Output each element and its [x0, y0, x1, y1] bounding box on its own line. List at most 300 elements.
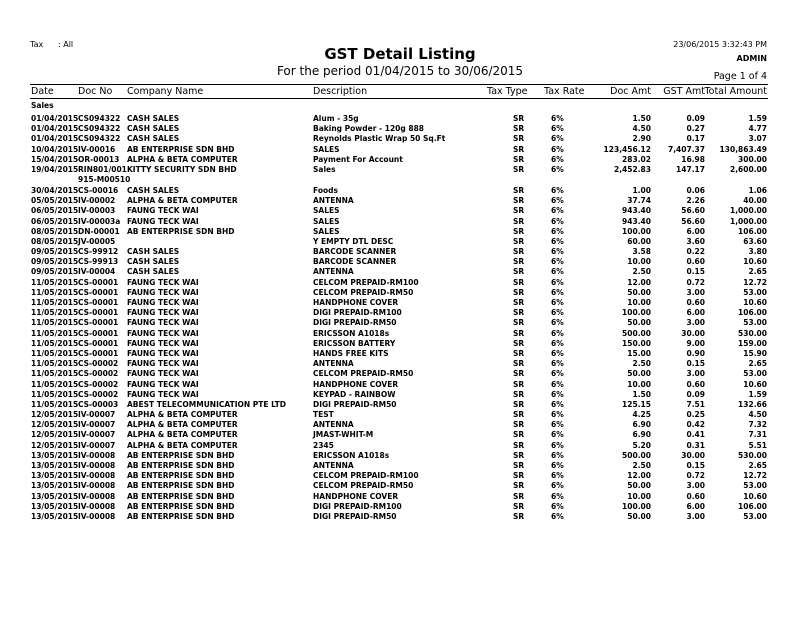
cell-total: 53.00 [743, 511, 767, 521]
cell-doc-amt: 125.15 [622, 399, 651, 409]
cell-total: 5.51 [748, 440, 767, 450]
cell-description: ANTENNA [313, 461, 354, 470]
cell-company: ABEST TELECOMMUNICATION PTE LTD [127, 399, 287, 409]
cell-doc-amt: 15.00 [627, 348, 651, 358]
cell-description: HANDPHONE COVER [313, 298, 399, 307]
cell-total: 130,863.49 [719, 144, 767, 154]
cell-gst-amt: 0.25 [686, 410, 705, 420]
table-row [0, 165, 800, 186]
cell-date: 12/05/2015 [31, 410, 79, 420]
cell-doc-no: IV-00008 [78, 471, 116, 481]
cell-company: FAUNG TECK WAI [127, 318, 199, 328]
cell-doc-amt: 283.02 [622, 154, 651, 164]
cell-gst-amt: 3.00 [686, 369, 705, 379]
cell-company: FAUNG TECK WAI [127, 348, 199, 358]
cell-description: ANTENNA [313, 267, 354, 277]
table-row [0, 410, 800, 420]
table-row [0, 471, 800, 481]
cell-date: 19/04/2015 [31, 164, 79, 174]
cell-doc-no: JV-00005 [78, 236, 116, 246]
cell-company: FAUNG TECK WAI [127, 379, 199, 389]
cell-date: 11/05/2015 [31, 338, 79, 348]
cell-tax-rate: 6% [551, 124, 564, 134]
cell-tax-type: SR [513, 154, 525, 164]
cell-description: HANDPHONE COVER [313, 491, 399, 501]
cell-total: 300.00 [738, 154, 767, 164]
cell-company: FAUNG TECK WAI [127, 308, 199, 318]
cell-tax-type: SR [513, 338, 525, 348]
cell-tax-type: SR [513, 348, 525, 358]
cell-gst-amt: 0.60 [686, 298, 705, 307]
table-row [0, 217, 800, 227]
cell-doc-amt: 50.00 [627, 287, 651, 297]
cell-tax-rate: 6% [551, 511, 564, 521]
cell-date: 13/05/2015 [31, 450, 79, 460]
cell-gst-amt: 0.60 [686, 257, 705, 267]
cell-tax-type: SR [513, 410, 525, 420]
table-row [0, 124, 800, 134]
cell-total: 2.65 [748, 359, 767, 369]
cell-doc-amt: 50.00 [627, 369, 651, 379]
cell-doc-no: CS-00001 [78, 318, 119, 328]
cell-description: KEYPAD - RAINBOW [313, 389, 396, 399]
cell-total: 1.59 [748, 389, 767, 399]
col-header-date: Date [31, 86, 54, 97]
cell-doc-no: CS094322 [78, 134, 121, 144]
cell-description: ERICSSON BATTERY [313, 338, 396, 348]
cell-gst-amt: 0.15 [686, 359, 705, 369]
cell-description: JMAST-WHIT-M [313, 430, 374, 440]
cell-doc-amt: 500.00 [622, 450, 651, 460]
cell-tax-rate: 6% [551, 501, 564, 511]
cell-tax-rate: 6% [551, 114, 564, 123]
cell-tax-rate: 6% [551, 410, 564, 420]
cell-description: SALES [313, 226, 340, 236]
cell-tax-rate: 6% [551, 369, 564, 379]
cell-tax-rate: 6% [551, 471, 564, 481]
cell-gst-amt: 3.60 [686, 236, 705, 246]
cell-gst-amt: 3.00 [686, 481, 705, 491]
cell-company: CASH SALES [127, 247, 180, 257]
cell-date: 11/05/2015 [31, 287, 79, 297]
cell-company: CASH SALES [127, 257, 180, 267]
cell-company: AB ENTERPRISE SDN BHD [127, 471, 235, 481]
cell-company: FAUNG TECK WAI [127, 359, 199, 369]
cell-date: 08/05/2015 [31, 226, 79, 236]
cell-tax-type: SR [513, 471, 525, 481]
cell-description: ERICSSON A1018s [313, 450, 390, 460]
cell-total: 2.65 [748, 267, 767, 277]
page-number: Page 1 of 4 [713, 71, 767, 82]
cell-doc-no: IV-00008 [78, 491, 116, 501]
cell-doc-no: CS-00001 [78, 338, 119, 348]
cell-tax-rate: 6% [551, 359, 564, 369]
report-title: GST Detail Listing [324, 45, 476, 63]
cell-company: ALPHA & BETA COMPUTER [127, 430, 238, 440]
col-header-doc-amt: Doc Amt [610, 86, 651, 97]
cell-doc-amt: 10.00 [627, 491, 651, 501]
cell-tax-rate: 6% [551, 247, 564, 257]
cell-doc-amt: 4.50 [632, 124, 651, 134]
cell-company: FAUNG TECK WAI [127, 287, 199, 297]
cell-doc-no: CS094322 [78, 124, 121, 134]
cell-total: 15.90 [743, 348, 767, 358]
cell-description: 2345 [313, 440, 334, 450]
cell-description: CELCOM PREPAID-RM100 [313, 471, 419, 481]
cell-tax-type: SR [513, 185, 525, 195]
cell-description: CELCOM PREPAID-RM50 [313, 369, 414, 379]
cell-tax-rate: 6% [551, 257, 564, 267]
cell-gst-amt: 0.42 [686, 420, 705, 430]
cell-gst-amt: 0.31 [686, 440, 705, 450]
cell-tax-type: SR [513, 257, 525, 267]
cell-total: 53.00 [743, 481, 767, 491]
cell-tax-type: SR [513, 134, 525, 144]
cell-description: CELCOM PREPAID-RM50 [313, 481, 414, 491]
cell-doc-amt: 60.00 [627, 236, 651, 246]
col-header-gst-amt: GST Amt [663, 86, 705, 97]
cell-gst-amt: 2.26 [686, 196, 705, 206]
cell-tax-rate: 6% [551, 348, 564, 358]
cell-company: CASH SALES [127, 267, 180, 277]
cell-tax-rate: 6% [551, 196, 564, 206]
cell-tax-rate: 6% [551, 236, 564, 246]
cell-date: 10/04/2015 [31, 144, 79, 154]
cell-doc-amt: 6.90 [632, 420, 651, 430]
cell-date: 11/05/2015 [31, 379, 79, 389]
cell-description: SALES [313, 144, 340, 154]
table-row [0, 247, 800, 257]
cell-doc-no: CS-00002 [78, 379, 119, 389]
table-row [0, 196, 800, 206]
cell-doc-amt: 100.00 [622, 226, 651, 236]
cell-date: 01/04/2015 [31, 114, 79, 123]
cell-tax-rate: 6% [551, 399, 564, 409]
printed-timestamp: 23/06/2015 3:32:43 PM [673, 40, 767, 49]
cell-doc-amt: 1.50 [632, 114, 651, 123]
cell-total: 1.59 [748, 114, 767, 123]
col-header-doc-no: Doc No [78, 86, 113, 97]
cell-total: 530.00 [738, 328, 767, 338]
table-row [0, 267, 800, 277]
cell-gst-amt: 7,407.37 [667, 144, 705, 154]
cell-doc-amt: 100.00 [622, 308, 651, 318]
table-row [0, 308, 800, 318]
cell-total: 530.00 [738, 450, 767, 460]
cell-total: 7.32 [748, 420, 767, 430]
cell-company: ALPHA & BETA COMPUTER [127, 154, 238, 164]
cell-company: ALPHA & BETA COMPUTER [127, 440, 238, 450]
cell-description: ERICSSON A1018s [313, 328, 390, 338]
cell-gst-amt: 0.27 [686, 124, 705, 134]
cell-company: AB ENTERPRISE SDN BHD [127, 144, 235, 154]
cell-tax-type: SR [513, 277, 525, 287]
cell-tax-rate: 6% [551, 216, 564, 226]
cell-tax-type: SR [513, 267, 525, 277]
cell-doc-no: OR-00013 [78, 154, 120, 164]
cell-tax-type: SR [513, 196, 525, 206]
cell-doc-no: IV-00008 [78, 511, 116, 521]
cell-total: 12.72 [743, 471, 767, 481]
cell-company: CASH SALES [127, 124, 180, 134]
cell-doc-no: IV-00003a [78, 216, 121, 226]
cell-gst-amt: 30.00 [681, 450, 705, 460]
cell-tax-type: SR [513, 389, 525, 399]
cell-company: FAUNG TECK WAI [127, 338, 199, 348]
cell-doc-amt: 2.50 [632, 461, 651, 470]
cell-tax-rate: 6% [551, 430, 564, 440]
cell-total: 3.07 [748, 134, 767, 144]
cell-tax-type: SR [513, 481, 525, 491]
cell-company: FAUNG TECK WAI [127, 369, 199, 379]
table-row [0, 155, 800, 165]
cell-description: Payment For Account [313, 154, 403, 164]
cell-date: 01/04/2015 [31, 134, 79, 144]
cell-total: 106.00 [738, 226, 767, 236]
cell-description: BARCODE SCANNER [313, 257, 397, 267]
cell-total: 53.00 [743, 318, 767, 328]
cell-tax-rate: 6% [551, 481, 564, 491]
cell-description: CELCOM PREPAID-RM50 [313, 287, 414, 297]
cell-date: 05/05/2015 [31, 196, 79, 206]
cell-doc-no: CS-00001 [78, 308, 119, 318]
cell-description: CELCOM PREPAID-RM100 [313, 277, 419, 287]
cell-total: 10.60 [743, 298, 767, 307]
cell-tax-rate: 6% [551, 134, 564, 144]
cell-total: 4.50 [748, 410, 767, 420]
cell-description: DIGI PREPAID-RM50 [313, 318, 397, 328]
cell-description: DIGI PREPAID-RM50 [313, 511, 397, 521]
cell-gst-amt: 0.06 [686, 185, 705, 195]
cell-tax-rate: 6% [551, 420, 564, 430]
cell-tax-type: SR [513, 144, 525, 154]
cell-gst-amt: 7.51 [686, 399, 705, 409]
cell-total: 4.77 [748, 124, 767, 134]
cell-gst-amt: 3.00 [686, 287, 705, 297]
cell-doc-amt: 10.00 [627, 298, 651, 307]
table-row [0, 145, 800, 155]
cell-total: 10.60 [743, 491, 767, 501]
cell-company: CASH SALES [127, 134, 180, 144]
cell-gst-amt: 147.17 [676, 164, 705, 174]
cell-tax-rate: 6% [551, 267, 564, 277]
cell-date: 11/05/2015 [31, 328, 79, 338]
cell-company: AB ENTERPRISE SDN BHD [127, 481, 235, 491]
cell-doc-amt: 123,456.12 [603, 144, 651, 154]
cell-total: 53.00 [743, 369, 767, 379]
cell-doc-no: CS-00001 [78, 348, 119, 358]
cell-doc-no: CS-00001 [78, 287, 119, 297]
cell-tax-type: SR [513, 440, 525, 450]
cell-doc-amt: 4.25 [632, 410, 651, 420]
cell-doc-no: CS-00001 [78, 277, 119, 287]
table-row [0, 237, 800, 247]
cell-date: 11/05/2015 [31, 369, 79, 379]
cell-tax-type: SR [513, 226, 525, 236]
cell-tax-rate: 6% [551, 277, 564, 287]
cell-gst-amt: 56.60 [681, 206, 705, 216]
cell-company: ALPHA & BETA COMPUTER [127, 196, 238, 206]
cell-gst-amt: 9.00 [686, 338, 705, 348]
cell-description: DIGI PREPAID-RM50 [313, 399, 397, 409]
cell-tax-type: SR [513, 114, 525, 123]
cell-description: DIGI PREPAID-RM100 [313, 501, 402, 511]
cell-doc-no: DN-00001 [78, 226, 120, 236]
col-header-company: Company Name [127, 86, 204, 97]
cell-gst-amt: 0.60 [686, 379, 705, 389]
cell-tax-type: SR [513, 247, 525, 257]
cell-doc-amt: 12.00 [627, 471, 651, 481]
cell-total: 40.00 [743, 196, 767, 206]
cell-tax-rate: 6% [551, 461, 564, 470]
cell-doc-amt: 2.50 [632, 267, 651, 277]
cell-doc-amt: 1.00 [632, 185, 651, 195]
cell-tax-type: SR [513, 491, 525, 501]
cell-total: 10.60 [743, 379, 767, 389]
cell-description: SALES [313, 206, 340, 216]
cell-tax-rate: 6% [551, 287, 564, 297]
cell-company: AB ENTERPRISE SDN BHD [127, 511, 235, 521]
table-row [0, 114, 800, 124]
cell-doc-amt: 5.20 [632, 440, 651, 450]
cell-tax-type: SR [513, 430, 525, 440]
cell-doc-no: CS094322 [78, 114, 121, 123]
cell-doc-no: CS-00001 [78, 328, 119, 338]
cell-date: 11/05/2015 [31, 298, 79, 307]
cell-date: 11/05/2015 [31, 277, 79, 287]
detail-table [0, 114, 800, 522]
cell-doc-no: CS-00001 [78, 298, 119, 307]
cell-doc-no: IV-00016 [78, 144, 116, 154]
cell-doc-amt: 1.50 [632, 389, 651, 399]
cell-tax-type: SR [513, 461, 525, 470]
cell-total: 1,000.00 [729, 206, 767, 216]
cell-doc-no: IV-00008 [78, 481, 116, 491]
user-name: ADMIN [736, 54, 767, 63]
cell-tax-type: SR [513, 511, 525, 521]
cell-date: 06/05/2015 [31, 216, 79, 226]
table-row [0, 349, 800, 359]
cell-gst-amt: 16.98 [681, 154, 705, 164]
table-row [0, 390, 800, 400]
cell-doc-no: IV-00007 [78, 420, 116, 430]
cell-date: 11/05/2015 [31, 359, 79, 369]
cell-doc-no: CS-00002 [78, 369, 119, 379]
cell-gst-amt: 0.09 [686, 114, 705, 123]
table-row [0, 461, 800, 471]
cell-total: 10.60 [743, 257, 767, 267]
table-row [0, 369, 800, 379]
cell-doc-amt: 10.00 [627, 379, 651, 389]
cell-description: Foods [313, 185, 338, 195]
cell-gst-amt: 0.09 [686, 389, 705, 399]
cell-gst-amt: 0.72 [686, 471, 705, 481]
cell-doc-amt: 10.00 [627, 257, 651, 267]
table-row [0, 492, 800, 502]
cell-total: 2,600.00 [729, 164, 767, 174]
cell-doc-amt: 12.00 [627, 277, 651, 287]
header-rule-top [30, 84, 768, 85]
cell-tax-type: SR [513, 450, 525, 460]
cell-doc-no: CS-99913 [78, 257, 119, 267]
table-row [0, 441, 800, 451]
cell-doc-amt: 3.58 [632, 247, 651, 257]
table-row [0, 380, 800, 390]
cell-total: 3.80 [748, 247, 767, 257]
cell-doc-no: IV-00004 [78, 267, 116, 277]
cell-date: 13/05/2015 [31, 501, 79, 511]
cell-company: FAUNG TECK WAI [127, 216, 199, 226]
table-row [0, 451, 800, 461]
cell-tax-rate: 6% [551, 298, 564, 307]
cell-company: AB ENTERPRISE SDN BHD [127, 226, 235, 236]
cell-tax-rate: 6% [551, 206, 564, 216]
cell-company: CASH SALES [127, 114, 180, 123]
cell-gst-amt: 0.17 [686, 134, 705, 144]
cell-date: 01/04/2015 [31, 124, 79, 134]
cell-company: FAUNG TECK WAI [127, 298, 199, 307]
col-header-tax-type: Tax Type [487, 86, 528, 97]
cell-date: 11/05/2015 [31, 308, 79, 318]
cell-doc-no: CS-00016 [78, 185, 119, 195]
table-row [0, 278, 800, 288]
cell-date: 15/04/2015 [31, 154, 79, 164]
table-row [0, 420, 800, 430]
table-row [0, 400, 800, 410]
cell-doc-amt: 6.90 [632, 430, 651, 440]
table-row [0, 206, 800, 216]
cell-doc-amt: 150.00 [622, 338, 651, 348]
cell-tax-type: SR [513, 124, 525, 134]
cell-company: FAUNG TECK WAI [127, 389, 199, 399]
cell-total: 106.00 [738, 501, 767, 511]
cell-tax-rate: 6% [551, 164, 564, 174]
cell-company: FAUNG TECK WAI [127, 206, 199, 216]
table-row [0, 339, 800, 349]
cell-gst-amt: 3.00 [686, 318, 705, 328]
col-header-tax-rate: Tax Rate [544, 86, 585, 97]
table-row [0, 329, 800, 339]
cell-total: 1,000.00 [729, 216, 767, 226]
cell-total: 1.06 [748, 185, 767, 195]
table-row [0, 227, 800, 237]
cell-description: ANTENNA [313, 420, 354, 430]
cell-tax-rate: 6% [551, 318, 564, 328]
report-period: For the period 01/04/2015 to 30/06/2015 [276, 64, 524, 78]
cell-tax-rate: 6% [551, 308, 564, 318]
cell-tax-type: SR [513, 359, 525, 369]
table-row [0, 512, 800, 522]
cell-date: 13/05/2015 [31, 491, 79, 501]
cell-tax-type: SR [513, 236, 525, 246]
cell-doc-no: IV-00007 [78, 440, 116, 450]
cell-date: 09/05/2015 [31, 257, 79, 267]
cell-tax-rate: 6% [551, 491, 564, 501]
table-row [0, 318, 800, 328]
cell-doc-amt: 2,452.83 [613, 164, 651, 174]
table-row [0, 502, 800, 512]
cell-tax-rate: 6% [551, 338, 564, 348]
cell-total: 2.65 [748, 461, 767, 470]
cell-gst-amt: 0.22 [686, 247, 705, 257]
cell-doc-amt: 500.00 [622, 328, 651, 338]
cell-tax-rate: 6% [551, 185, 564, 195]
cell-company: CASH SALES [127, 185, 180, 195]
cell-gst-amt: 0.72 [686, 277, 705, 287]
cell-tax-type: SR [513, 420, 525, 430]
cell-company: ALPHA & BETA COMPUTER [127, 410, 238, 420]
cell-gst-amt: 3.00 [686, 511, 705, 521]
